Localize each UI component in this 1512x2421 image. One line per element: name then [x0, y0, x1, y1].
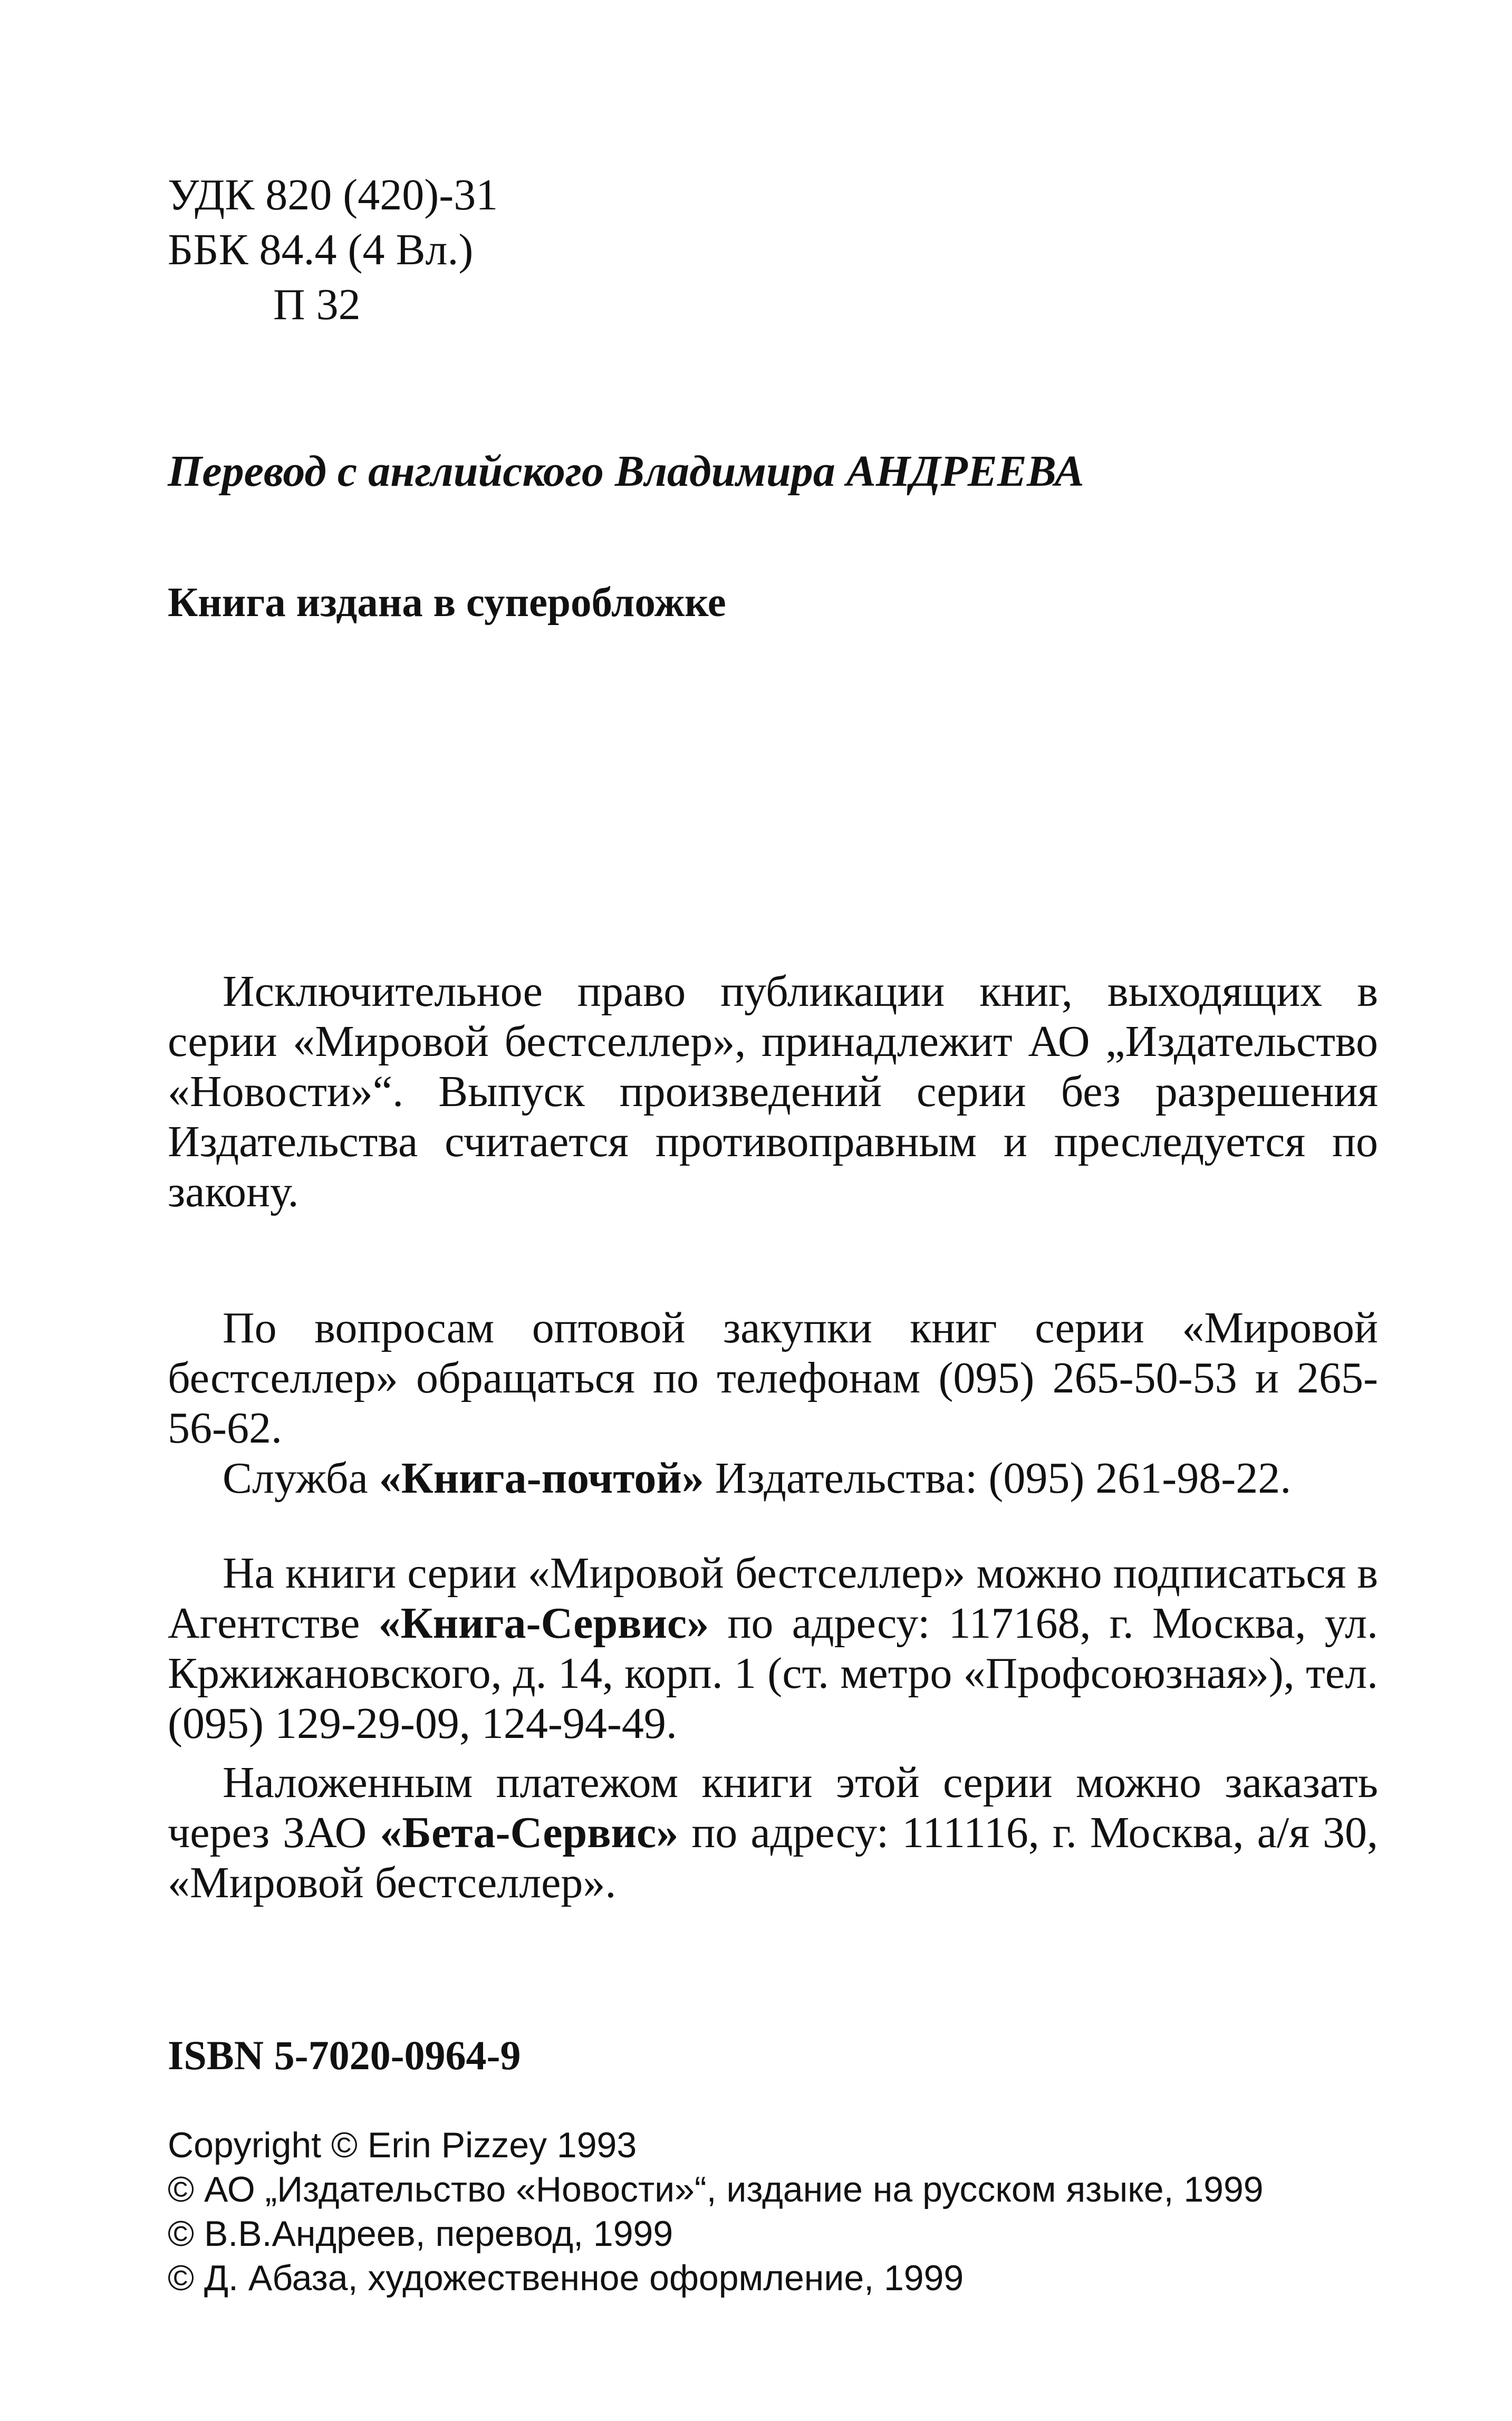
subscription-paragraph	[168, 1548, 1378, 1748]
mail-order-paragraph	[168, 1453, 1378, 1503]
wholesale-paragraph	[168, 1303, 1378, 1453]
rights-paragraph	[168, 966, 1378, 1217]
cash-on-delivery-text	[168, 1757, 1378, 1908]
copyright-block	[168, 2123, 1378, 2300]
udk-code: УДК 820 (420)-31	[168, 170, 498, 219]
subscription-text	[168, 1548, 1378, 1748]
copyright-line: © В.В.Андреев, перевод, 1999	[168, 2214, 673, 2254]
rights-text: Исключительное право публикации книг, выходящих в серии «Мировой бестселлер», принадлежит АО „Издательство «Новости»“. Выпуск произведений серии без разрешения Издательства считается противоправным и преследуется по закону.	[168, 967, 1378, 1216]
translator-credit: Перевод с английского Владимира АНДРЕЕВА	[168, 447, 1084, 496]
mail-order-service-name: «Книга-почтой»	[379, 1454, 704, 1503]
cash-on-delivery-paragraph	[168, 1757, 1378, 1908]
copyright-line: © АО „Издательство «Новости»“, издание на русском языке, 1999	[168, 2169, 1264, 2209]
mail-order-prefix: Служба	[223, 1454, 379, 1503]
author-mark-code: П 32	[273, 280, 361, 329]
copyright-line: © Д. Абаза, художественное оформление, 1999	[168, 2258, 964, 2298]
copyright-line: Copyright © Erin Pizzey 1993	[168, 2125, 637, 2165]
mail-order-suffix: Издательства: (095) 261-98-22.	[704, 1454, 1292, 1503]
cod-company-name: «Бета-Сервис»	[380, 1808, 679, 1857]
subscription-agency-name: «Книга-Сервис»	[378, 1599, 709, 1648]
jacket-note: Книга издана в суперобложке	[168, 580, 726, 626]
mail-order-text	[168, 1453, 1378, 1503]
cod-suffix: по адресу: 111116, г. Москва, а/я 30, «Мировой бестселлер».	[168, 1808, 1378, 1907]
cod-prefix: Наложенным платежом книги этой серии можно заказать через ЗАО	[168, 1758, 1378, 1857]
subscription-suffix: по адресу: 117168, г. Москва, ул. Кржижановского, д. 14, корп. 1 (ст. метро «Профсоюзная»), тел. (095) 129-29-09, 124-94-49.	[168, 1599, 1378, 1748]
catalog-codes	[168, 168, 1378, 332]
bbk-code: ББК 84.4 (4 Вл.)	[168, 225, 474, 274]
subscription-prefix: На книги серии «Мировой бестселлер» можно подписаться в Агентстве	[168, 1549, 1378, 1648]
isbn-number: ISBN 5-7020-0964-9	[168, 2032, 521, 2078]
wholesale-text: По вопросам оптовой закупки книг серии «Мировой бестселлер» обращаться по телефонам (095) 265-50-53 и 265-56-62.	[168, 1303, 1378, 1453]
